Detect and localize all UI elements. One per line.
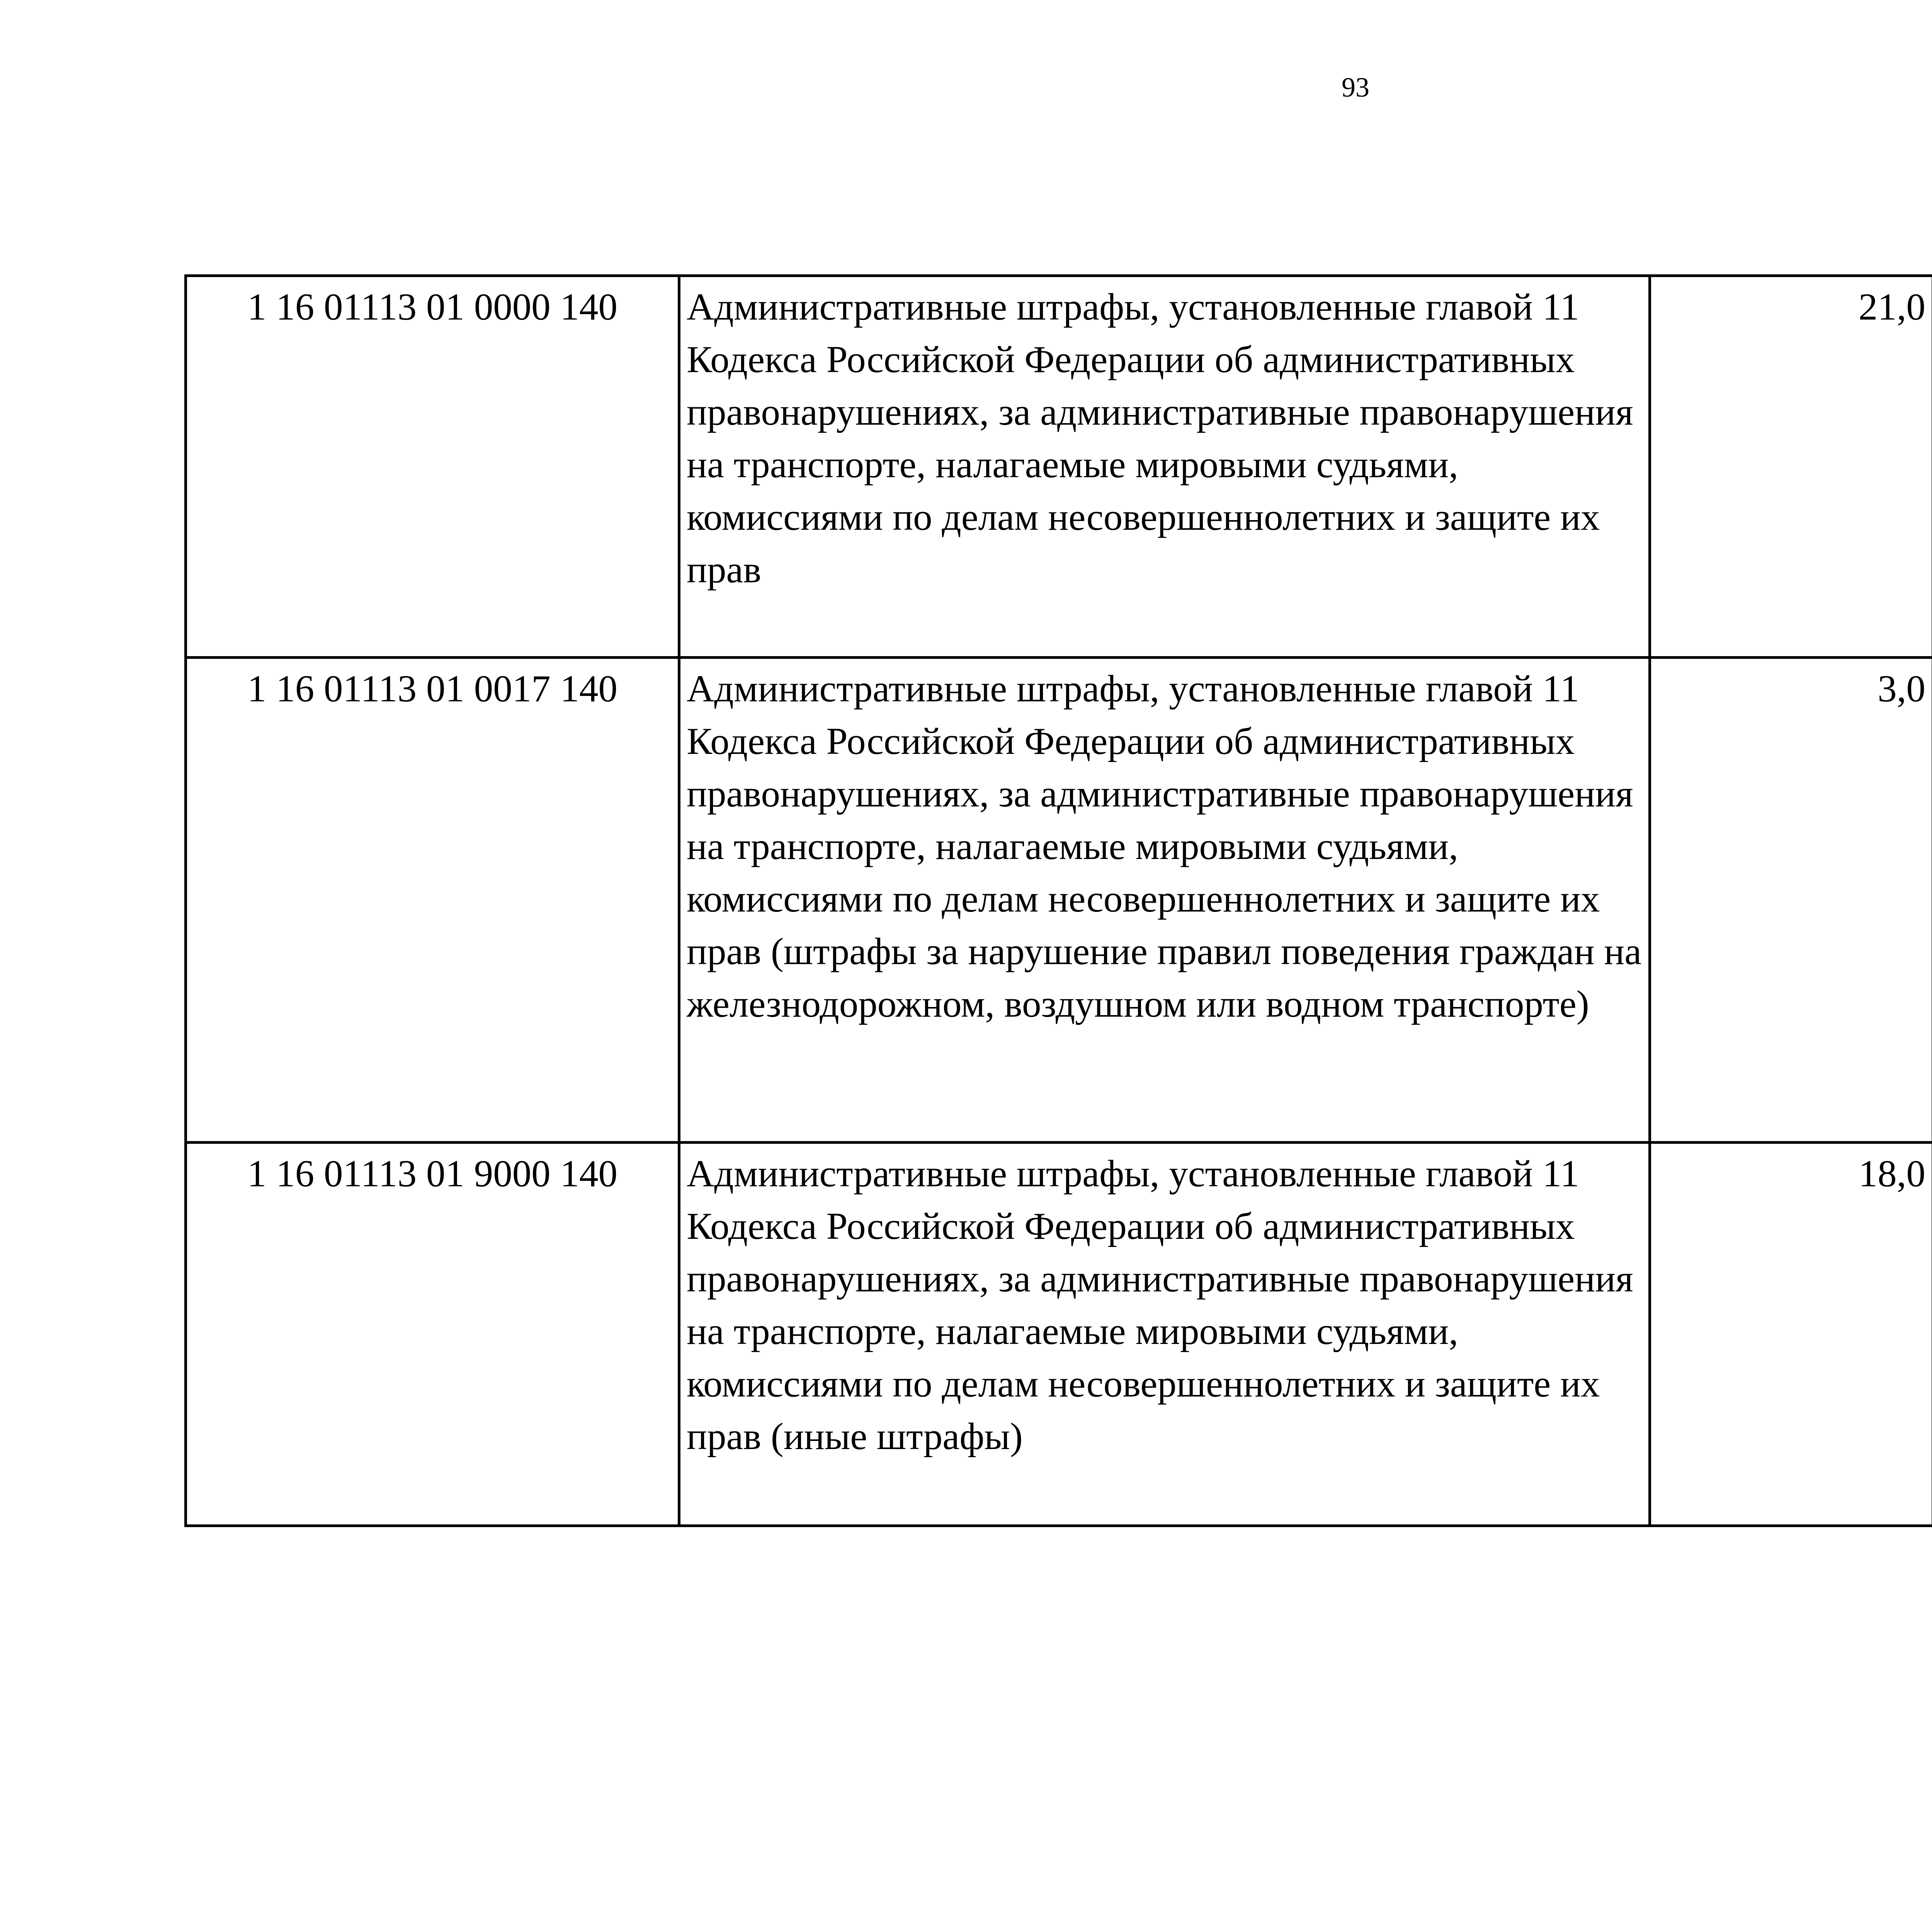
- value-cell-year-1: 18,0: [1650, 1143, 1932, 1526]
- description-cell: Административные штрафы, установленные главой 11 Кодекса Российской Федерации об административных правонарушениях, за административные правонарушения на транспорте, налагаемые мировыми судьями, комиссиями по делам несовершеннолетних и защите их прав (иные штрафы): [679, 1143, 1650, 1526]
- page-number: 93: [1342, 72, 1369, 103]
- description-cell: Административные штрафы, установленные главой 11 Кодекса Российской Федерации об административных правонарушениях, за административные правонарушения на транспорте, налагаемые мировыми судьями, комиссиями по делам несовершеннолетних и защите их прав: [679, 276, 1650, 658]
- table-row: [186, 658, 1932, 1143]
- budget-code-cell: 1 16 01113 01 0000 140: [186, 276, 679, 658]
- value-cell-year-1: 21,0: [1650, 276, 1932, 658]
- value-cell-year-1: 3,0: [1650, 658, 1932, 1143]
- description-cell: Административные штрафы, установленные главой 11 Кодекса Российской Федерации об административных правонарушениях, за административные правонарушения на транспорте, налагаемые мировыми судьями, комиссиями по делам несовершеннолетних и защите их прав (штрафы за нарушение правил поведения граждан на железнодорожном, воздушном или водном транспорте): [679, 658, 1650, 1143]
- budget-table: [184, 274, 1932, 1527]
- budget-code-cell: 1 16 01113 01 9000 140: [186, 1143, 679, 1526]
- budget-code-cell: 1 16 01113 01 0017 140: [186, 658, 679, 1143]
- table-row: [186, 276, 1932, 658]
- table-row: [186, 1143, 1932, 1526]
